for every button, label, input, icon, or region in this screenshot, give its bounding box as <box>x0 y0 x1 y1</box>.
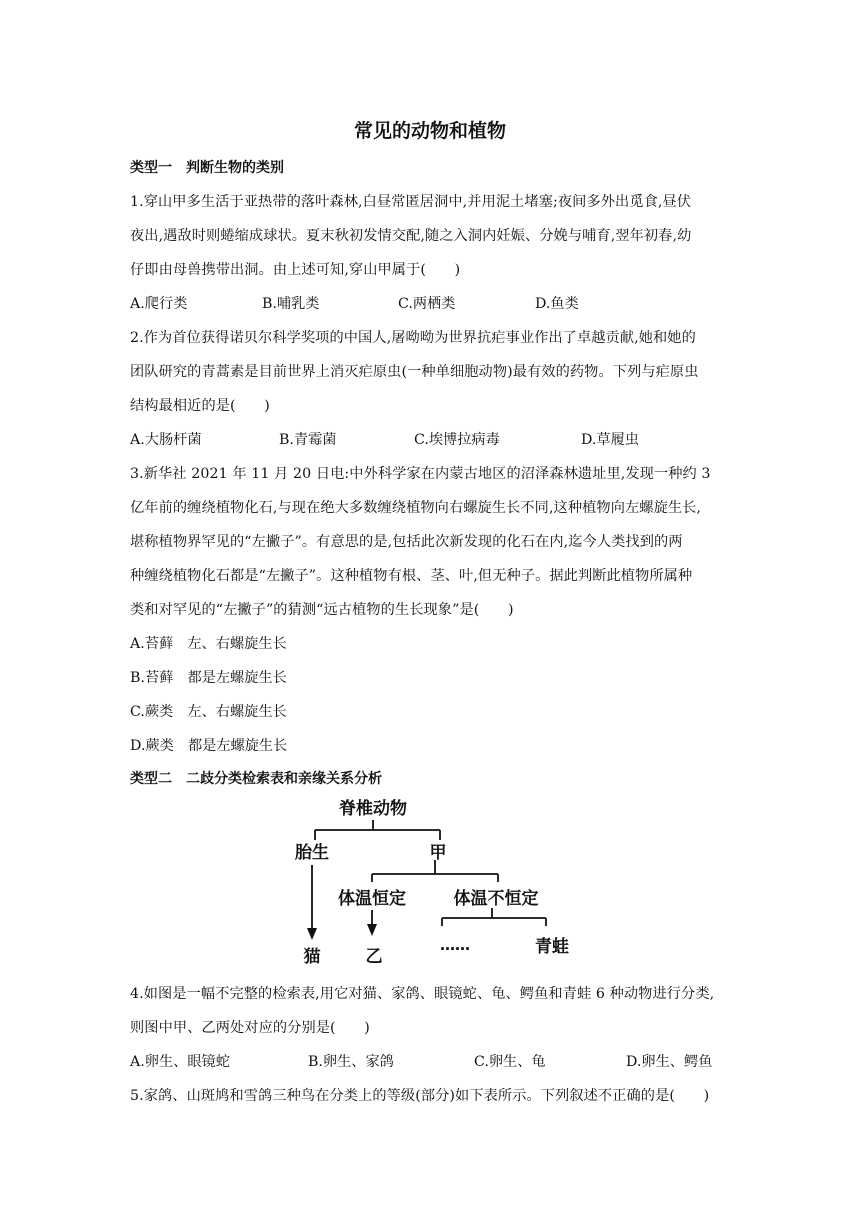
question-2-line-3: 结构最相近的是( ) <box>130 398 270 414</box>
question-1-option-d: D.鱼类 <box>535 296 579 312</box>
question-1-option-c: C.两栖类 <box>398 296 456 312</box>
question-3-option-b: B.苔藓 都是左螺旋生长 <box>130 670 287 686</box>
diagram-yi-label: 乙 <box>365 947 383 967</box>
diagram-jia-label: 甲 <box>429 843 447 863</box>
question-3-option-c: C.蕨类 左、右螺旋生长 <box>130 704 287 720</box>
diagram-root-label: 脊椎动物 <box>339 799 407 819</box>
question-2-option-b: B.青霉菌 <box>279 432 337 448</box>
question-4-option-b: B.卵生、家鸽 <box>308 1054 394 1070</box>
question-1-line-3: 仔即由母兽携带出洞。由上述可知,穿山甲属于( ) <box>130 262 461 278</box>
question-2-option-a: A.大肠杆菌 <box>130 432 202 448</box>
question-5-line-1: 5.家鸽、山斑鸠和雪鸽三种鸟在分类上的等级(部分)如下表所示。下列叙述不正确的是( ) <box>130 1088 710 1104</box>
diagram-viviparous-label: 胎生 <box>295 843 329 863</box>
question-3-line-2: 亿年前的缠绕植物化石,与现在绝大多数缠绕植物向右螺旋生长不同,这种植物向左螺旋生长, <box>130 500 702 516</box>
question-2-option-c: C.埃博拉病毒 <box>414 432 500 448</box>
question-1-line-1: 1.穿山甲多生活于亚热带的落叶森林,白昼常匿居洞中,并用泥土堵塞;夜间多外出觅食,昼伏 <box>130 194 692 210</box>
arrow-to-cat-icon <box>307 928 317 940</box>
question-1-option-b: B.哺乳类 <box>262 296 320 312</box>
question-1-option-a: A.爬行类 <box>130 296 188 312</box>
question-2-option-d: D.草履虫 <box>581 432 639 448</box>
diagram-frog-label: 青蛙 <box>535 937 569 957</box>
question-2-line-2: 团队研究的青蒿素是目前世界上消灭疟原虫(一种单细胞动物)最有效的药物。下列与疟原虫 <box>130 364 699 380</box>
diagram-ellipsis: …… <box>440 936 470 954</box>
arrow-to-yi-icon <box>367 924 377 936</box>
diagram-constant-temp-label: 体温恒定 <box>338 889 406 909</box>
page-title: 常见的动物和植物 <box>353 120 506 142</box>
diagram-nonconstant-temp-label: 体温不恒定 <box>453 889 539 909</box>
classification-key-diagram <box>270 790 590 970</box>
question-4-option-d: D.卵生、鳄鱼 <box>626 1054 713 1070</box>
question-1-line-2: 夜出,遇敌时则蜷缩成球状。夏末秋初发情交配,随之入洞内妊娠、分娩与哺育,翌年初春,幼 <box>130 228 692 244</box>
question-3-option-d: D.蕨类 都是左螺旋生长 <box>130 738 288 754</box>
question-4-line-2: 则图中甲、乙两处对应的分别是( ) <box>130 1020 370 1036</box>
question-3-line-1: 3.新华社 2021 年 11 月 20 日电:中外科学家在内蒙古地区的沼泽森林遗址里,发现一种约 3 <box>130 466 711 482</box>
question-2-line-1: 2.作为首位获得诺贝尔科学奖项的中国人,屠呦呦为世界抗疟事业作出了卓越贡献,她和她的 <box>130 330 696 346</box>
question-4-line-1: 4.如图是一幅不完整的检索表,用它对猫、家鸽、眼镜蛇、龟、鳄鱼和青蛙 6 种动物进行分类, <box>130 986 715 1002</box>
question-3-line-5: 类和对罕见的“左撇子”的猜测“远古植物的生长现象”是( ) <box>130 602 514 618</box>
question-3-line-4: 种缠绕植物化石都是“左撇子”。这种植物有根、茎、叶,但无种子。据此判断此植物所属种 <box>130 568 693 584</box>
question-4-option-c: C.卵生、龟 <box>474 1054 546 1070</box>
diagram-lines <box>312 820 546 930</box>
question-3-line-3: 堪称植物界罕见的“左撇子”。有意思的是,包括此次新发现的化石在内,迄今人类找到的两 <box>130 534 683 550</box>
question-4-option-a: A.卵生、眼镜蛇 <box>130 1054 230 1070</box>
section-heading-type-2: 类型二 二歧分类检索表和亲缘关系分析 <box>130 771 382 787</box>
question-3-option-a: A.苔藓 左、右螺旋生长 <box>130 636 287 652</box>
diagram-cat-label: 猫 <box>303 947 321 967</box>
section-heading-type-1: 类型一 判断生物的类别 <box>130 160 284 176</box>
